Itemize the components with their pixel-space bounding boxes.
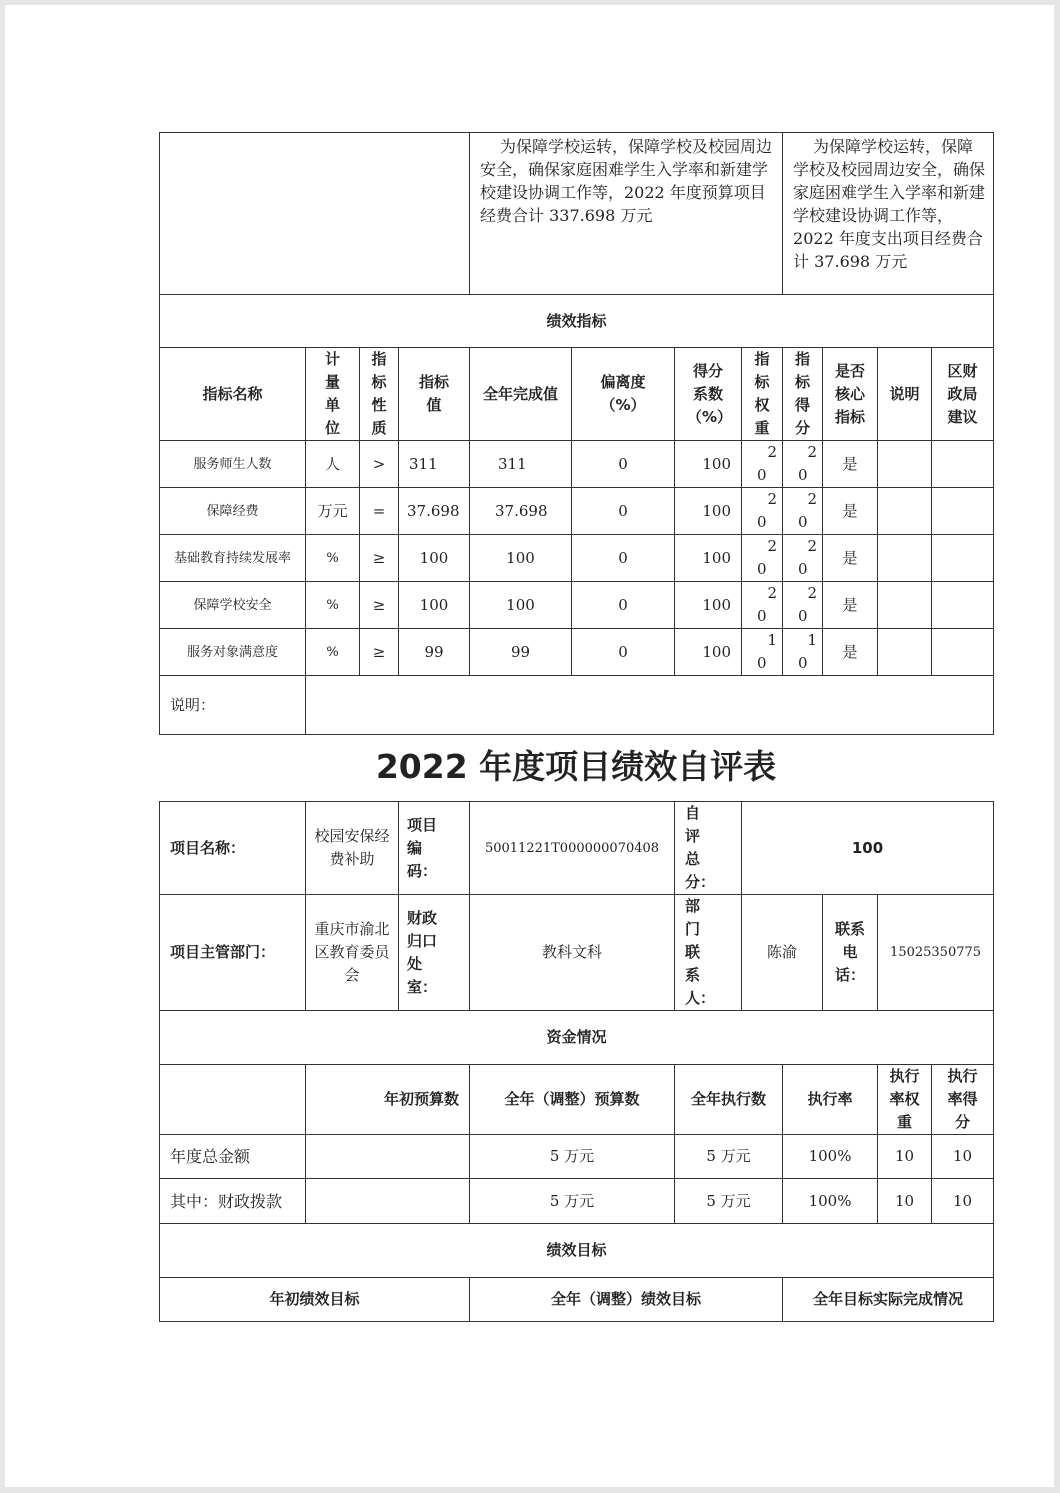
row-score: 2 0 bbox=[783, 441, 823, 488]
header-weight: 指标权重 bbox=[742, 348, 783, 441]
row-nature: = bbox=[360, 488, 399, 535]
row-value: 100 bbox=[399, 582, 470, 629]
row-value: 99 bbox=[399, 629, 470, 676]
header-value: 指标值 bbox=[399, 348, 470, 441]
project-code: 50011221T000000070408 bbox=[470, 802, 675, 895]
project-code-label: 项目编码： bbox=[399, 802, 470, 895]
row-score: 2 0 bbox=[783, 488, 823, 535]
row-weight: 2 0 bbox=[742, 488, 783, 535]
goals-header-adjusted: 全年（调整）绩效目标 bbox=[470, 1278, 783, 1322]
row-nature: > bbox=[360, 441, 399, 488]
funds-row-rate: 100% bbox=[783, 1179, 878, 1224]
funds-header-executed: 全年执行数 bbox=[675, 1065, 783, 1135]
table-row bbox=[160, 1179, 994, 1224]
self-score: 100 bbox=[742, 802, 994, 895]
funds-row-executed: 5 万元 bbox=[675, 1179, 783, 1224]
funds-row-initial bbox=[306, 1179, 470, 1224]
row-note bbox=[878, 629, 932, 676]
header-name: 指标名称 bbox=[160, 348, 306, 441]
row-deviation: 0 bbox=[572, 488, 675, 535]
funds-row-executed: 5 万元 bbox=[675, 1135, 783, 1179]
desc-actual: 为保障学校运转，保障学校及校园周边安全，确保家庭困难学生入学率和新建学校建设协调工作等，2022 年度支出项目经费合计 37.698 万元 bbox=[783, 133, 994, 295]
row-completion: 100 bbox=[470, 582, 572, 629]
row-name: 保障经费 bbox=[160, 488, 306, 535]
row-nature: ≥ bbox=[360, 582, 399, 629]
row-coefficient: 100 bbox=[675, 441, 742, 488]
note-label: 说明： bbox=[160, 676, 306, 735]
row-unit: % bbox=[306, 582, 360, 629]
row-core: 是 bbox=[823, 441, 878, 488]
funds-row-score: 10 bbox=[932, 1179, 994, 1224]
row-name: 基础教育持续发展率 bbox=[160, 535, 306, 582]
row-score: 2 0 bbox=[783, 535, 823, 582]
row-completion: 99 bbox=[470, 629, 572, 676]
project-name: 校园安保经费补助 bbox=[306, 802, 399, 895]
header-core: 是否核心指标 bbox=[823, 348, 878, 441]
row-nature: ≥ bbox=[360, 629, 399, 676]
row-coefficient: 100 bbox=[675, 535, 742, 582]
goals-header-actual: 全年目标实际完成情况 bbox=[783, 1278, 994, 1322]
row-unit: % bbox=[306, 629, 360, 676]
indicator-table bbox=[159, 132, 994, 735]
funds-row-label: 年度总金额 bbox=[160, 1135, 306, 1179]
table-row bbox=[160, 441, 994, 488]
row-unit: 人 bbox=[306, 441, 360, 488]
row-coefficient: 100 bbox=[675, 582, 742, 629]
row-suggest bbox=[932, 441, 994, 488]
funds-header-rate-weight: 执行率权重 bbox=[878, 1065, 932, 1135]
row-weight: 2 0 bbox=[742, 441, 783, 488]
row-score: 1 0 bbox=[783, 629, 823, 676]
funds-row-weight: 10 bbox=[878, 1135, 932, 1179]
funds-header-initial: 年初预算数 bbox=[306, 1065, 470, 1135]
self-score-label: 自评总分： bbox=[675, 802, 742, 895]
section-title-indicators: 绩效指标 bbox=[160, 295, 994, 348]
table-row bbox=[160, 488, 994, 535]
row-weight: 2 0 bbox=[742, 582, 783, 629]
header-score: 指标得分 bbox=[783, 348, 823, 441]
funds-header-rate: 执行率 bbox=[783, 1065, 878, 1135]
row-unit: % bbox=[306, 535, 360, 582]
header-note: 说明 bbox=[878, 348, 932, 441]
row-coefficient: 100 bbox=[675, 488, 742, 535]
row-unit: 万元 bbox=[306, 488, 360, 535]
contact: 陈渝 bbox=[742, 895, 823, 1011]
desc-empty-cell bbox=[160, 133, 470, 295]
row-suggest bbox=[932, 629, 994, 676]
funds-row-score: 10 bbox=[932, 1135, 994, 1179]
funds-row-adjusted: 5 万元 bbox=[470, 1179, 675, 1224]
table-row bbox=[160, 535, 994, 582]
header-nature: 指标性质 bbox=[360, 348, 399, 441]
row-weight: 1 0 bbox=[742, 629, 783, 676]
header-unit: 计量单位 bbox=[306, 348, 360, 441]
row-note bbox=[878, 441, 932, 488]
row-suggest bbox=[932, 535, 994, 582]
header-completion: 全年完成值 bbox=[470, 348, 572, 441]
row-note bbox=[878, 582, 932, 629]
section-title-goals: 绩效目标 bbox=[160, 1224, 994, 1278]
page-title: 2022 年度项目绩效自评表 bbox=[375, 747, 777, 786]
row-note bbox=[878, 535, 932, 582]
row-core: 是 bbox=[823, 488, 878, 535]
finance-office-label: 财政归口处室： bbox=[399, 895, 470, 1011]
funds-header-adjusted: 全年（调整）预算数 bbox=[470, 1065, 675, 1135]
row-value: 100 bbox=[399, 535, 470, 582]
funds-row-weight: 10 bbox=[878, 1179, 932, 1224]
phone: 15025350775 bbox=[878, 895, 994, 1011]
header-suggest: 区财政局建议 bbox=[932, 348, 994, 441]
section-title-funds: 资金情况 bbox=[160, 1011, 994, 1065]
contact-label: 部门联系人： bbox=[675, 895, 742, 1011]
row-value: 37.698 bbox=[399, 488, 470, 535]
dept-label: 项目主管部门： bbox=[160, 895, 306, 1011]
row-value: 311 bbox=[399, 441, 470, 488]
row-score: 2 0 bbox=[783, 582, 823, 629]
funds-header-empty bbox=[160, 1065, 306, 1135]
header-coefficient: 得分系数（%） bbox=[675, 348, 742, 441]
funds-row-rate: 100% bbox=[783, 1135, 878, 1179]
funds-row-adjusted: 5 万元 bbox=[470, 1135, 675, 1179]
row-suggest bbox=[932, 488, 994, 535]
note-content bbox=[306, 676, 994, 735]
row-completion: 37.698 bbox=[470, 488, 572, 535]
row-deviation: 0 bbox=[572, 582, 675, 629]
phone-label: 联系电话： bbox=[823, 895, 878, 1011]
row-name: 保障学校安全 bbox=[160, 582, 306, 629]
row-deviation: 0 bbox=[572, 441, 675, 488]
table-row bbox=[160, 582, 994, 629]
table-row bbox=[160, 629, 994, 676]
row-deviation: 0 bbox=[572, 535, 675, 582]
row-deviation: 0 bbox=[572, 629, 675, 676]
funds-header-rate-score: 执行率得分 bbox=[932, 1065, 994, 1135]
header-deviation: 偏离度（%） bbox=[572, 348, 675, 441]
self-evaluation-table bbox=[159, 801, 994, 1322]
finance-office: 教科文科 bbox=[470, 895, 675, 1011]
desc-plan: 为保障学校运转，保障学校及校园周边安全，确保家庭困难学生入学率和新建学校建设协调工作等，2022 年度预算项目经费合计 337.698 万元 bbox=[470, 133, 783, 295]
project-name-label: 项目名称： bbox=[160, 802, 306, 895]
row-core: 是 bbox=[823, 582, 878, 629]
row-name: 服务师生人数 bbox=[160, 441, 306, 488]
row-name: 服务对象满意度 bbox=[160, 629, 306, 676]
row-note bbox=[878, 488, 932, 535]
table-row bbox=[160, 1135, 994, 1179]
row-suggest bbox=[932, 582, 994, 629]
row-completion: 311 bbox=[470, 441, 572, 488]
row-nature: ≥ bbox=[360, 535, 399, 582]
row-weight: 2 0 bbox=[742, 535, 783, 582]
row-core: 是 bbox=[823, 535, 878, 582]
row-core: 是 bbox=[823, 629, 878, 676]
funds-row-initial bbox=[306, 1135, 470, 1179]
funds-row-label: 其中：财政拨款 bbox=[160, 1179, 306, 1224]
row-coefficient: 100 bbox=[675, 629, 742, 676]
row-completion: 100 bbox=[470, 535, 572, 582]
goals-header-initial: 年初绩效目标 bbox=[160, 1278, 470, 1322]
dept: 重庆市渝北区教育委员会 bbox=[306, 895, 399, 1011]
